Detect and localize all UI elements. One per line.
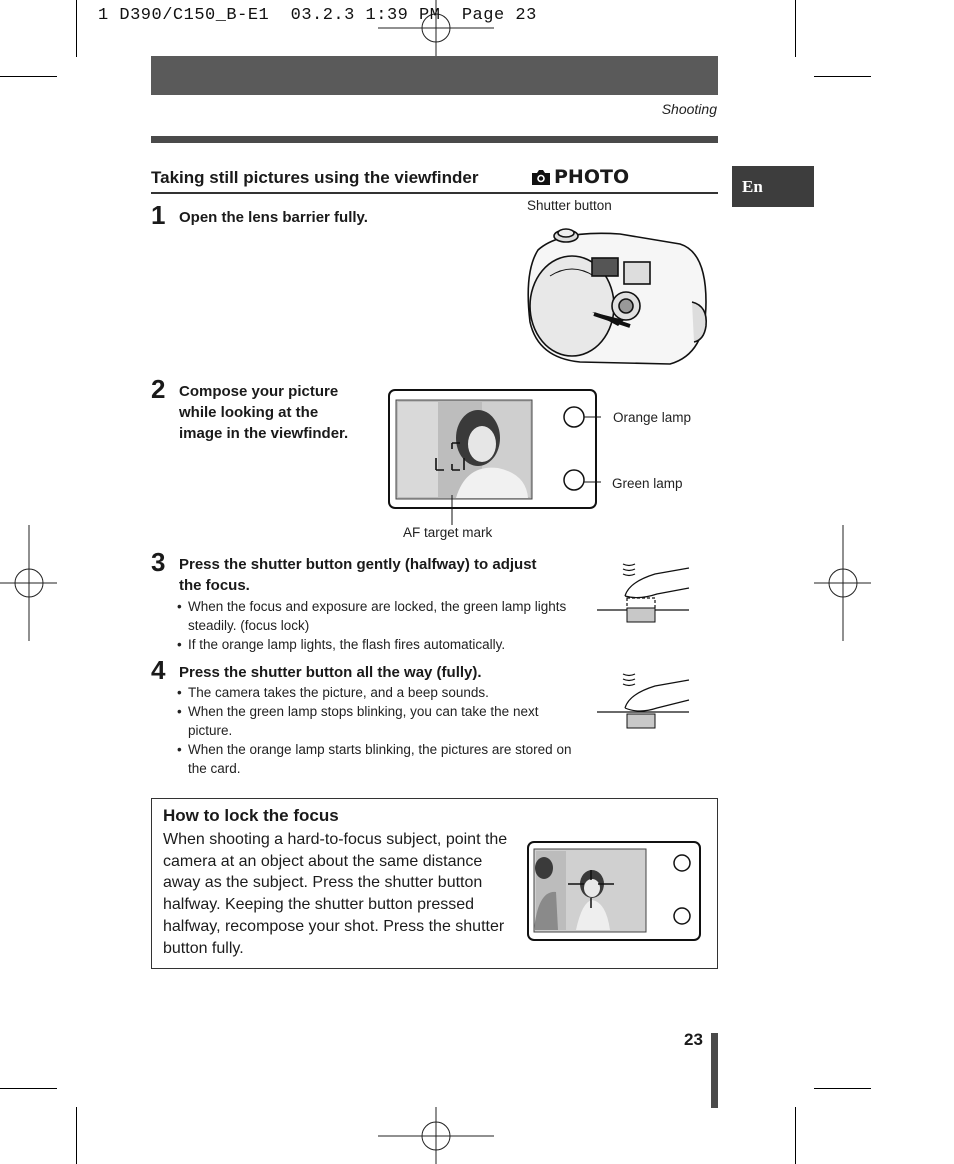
header-band [151,56,718,95]
orange-lamp-label: Orange lamp [613,410,692,425]
step-2-heading-line: image in the viewfinder. [179,425,349,442]
af-target-mark-label: AF target mark [403,525,493,540]
step-3-bullets [177,597,572,654]
step-4-heading: Press the shutter button all the way (fully). [179,664,482,681]
viewfinder-illustration [386,388,601,512]
camera-illustration [520,222,715,370]
step-2-heading-line: while looking at the [179,404,319,421]
step-2-heading [179,381,348,444]
photo-mode-text: PHOTO [554,166,630,188]
list-item: • The camera takes the picture, and a beep sounds. [177,683,582,702]
print-slug: 1 D390/C150_B-E1 03.2.3 1:39 PM Page 23 [98,6,537,25]
page-number: 23 [684,1030,703,1049]
page-number-bar [711,1033,718,1108]
step-2-heading-line: Compose your picture [179,383,339,400]
header-rule [151,136,718,143]
list-item: • When the orange lamp starts blinking, the pictures are stored on the card. [177,740,582,778]
language-tab: En [732,166,814,207]
af-target-leader-line [448,495,456,525]
list-item: • When the green lamp stops blinking, you can take the next picture. [177,702,582,740]
step-2-number: 2 [151,374,166,404]
title-rule [151,192,718,194]
photo-mode-label [531,166,629,188]
step-3-heading [179,554,537,596]
focus-lock-viewfinder-illustration [526,840,702,942]
step-3-number: 3 [151,547,166,577]
step-4-bullets [177,683,582,778]
focus-lock-title: How to lock the focus [163,806,339,825]
green-lamp-label: Green lamp [612,476,683,491]
step-1-number: 1 [151,200,166,230]
shutter-button-label: Shutter button [527,198,612,213]
step-3-heading-line: Press the shutter button gently (halfway) to adjust [179,556,537,573]
step-4-number: 4 [151,655,166,685]
list-item: • When the focus and exposure are locked, the green lamp lights steadily. (focus lock) [177,597,572,635]
page-title: Taking still pictures using the viewfinder [151,168,479,187]
step-1-heading: Open the lens barrier fully. [179,209,368,226]
step-3-heading-line: the focus. [179,577,250,594]
full-press-illustration [595,668,695,730]
halfway-press-illustration [595,558,695,624]
section-label: Shooting [661,101,717,117]
list-item: • If the orange lamp lights, the flash fires automatically. [177,635,572,654]
camera-icon [531,168,551,186]
focus-lock-body: When shooting a hard-to-focus subject, point the camera at an object about the same distance away as the subject. Press the shutter button halfway. Keeping the shutter button pressed halfway, recompose your shot. Press the shutter button fully. [163,831,508,957]
